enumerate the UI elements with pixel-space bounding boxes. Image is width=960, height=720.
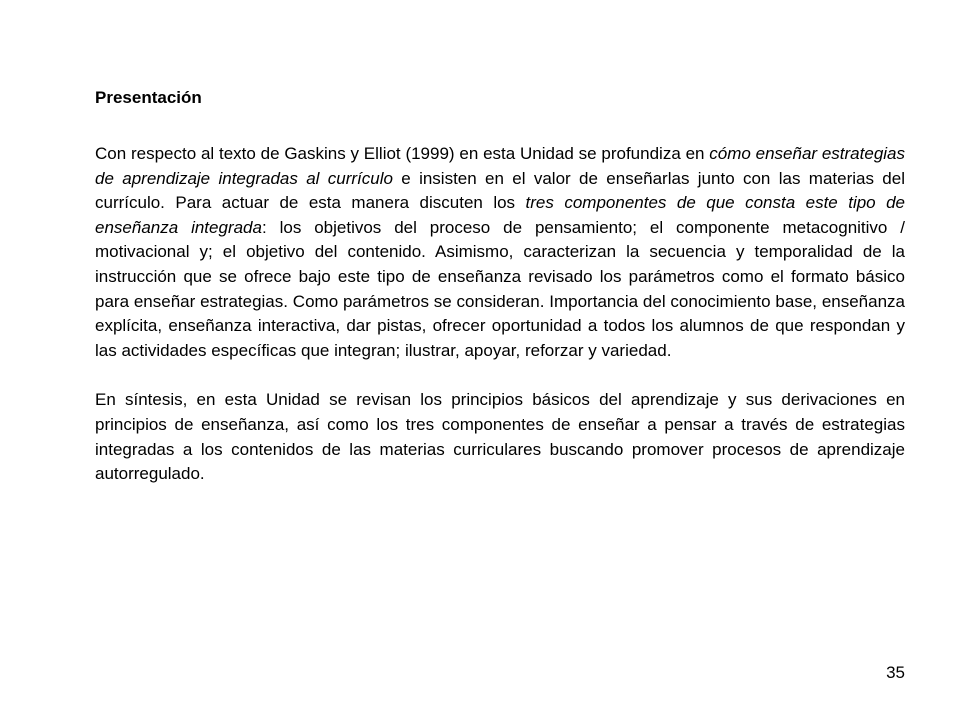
paragraph-intro-segment-3: : los objetivos del proceso de pensamiento; el componente metacognitivo / motivacional y; el objetivo del contenido. Asimismo, caracterizan la secuencia y temporalidad de la instrucción que se ofrece bajo este tipo de enseñanza revisado los parámetros como el formato básico para enseñar estrategias. Como parámetros se consideran. Importancia del conocimiento base, enseñanza explícita, enseñanza interactiva, dar pistas, ofrecer oportunidad a todos los alumnos de que respondan y las actividades específicas que integran; ilustrar, apoyar, reforzar y variedad. (95, 217, 905, 360)
paragraph-summary: En síntesis, en esta Unidad se revisan los principios básicos del aprendizaje y sus derivaciones en principios de enseñanza, así como los tres componentes de enseñar a pensar a través de estrategias integradas a los contenidos de las materias curriculares buscando promover procesos de aprendizaje autorregulado. (95, 390, 905, 484)
page-number: 35 (886, 663, 905, 682)
text-body (95, 86, 905, 512)
paragraph-intro-emphasis-1: cómo enseñar estrategias de aprendizaje integradas al currículo (95, 144, 906, 188)
paragraph-intro (95, 142, 905, 363)
paragraph-intro-segment-1: Con respecto al texto de Gaskins y Elliot (1999) en esta Unidad se profundiza en (95, 144, 710, 163)
paragraph-intro-segment-2: e insisten en el valor de enseñarlas junto con las materias del currículo. Para actuar de esta manera discuten los (95, 168, 905, 213)
section-heading: Presentación (95, 88, 202, 107)
paragraph-intro-emphasis-2: tres componentes de que consta este tipo de enseñanza integrada (95, 193, 906, 237)
